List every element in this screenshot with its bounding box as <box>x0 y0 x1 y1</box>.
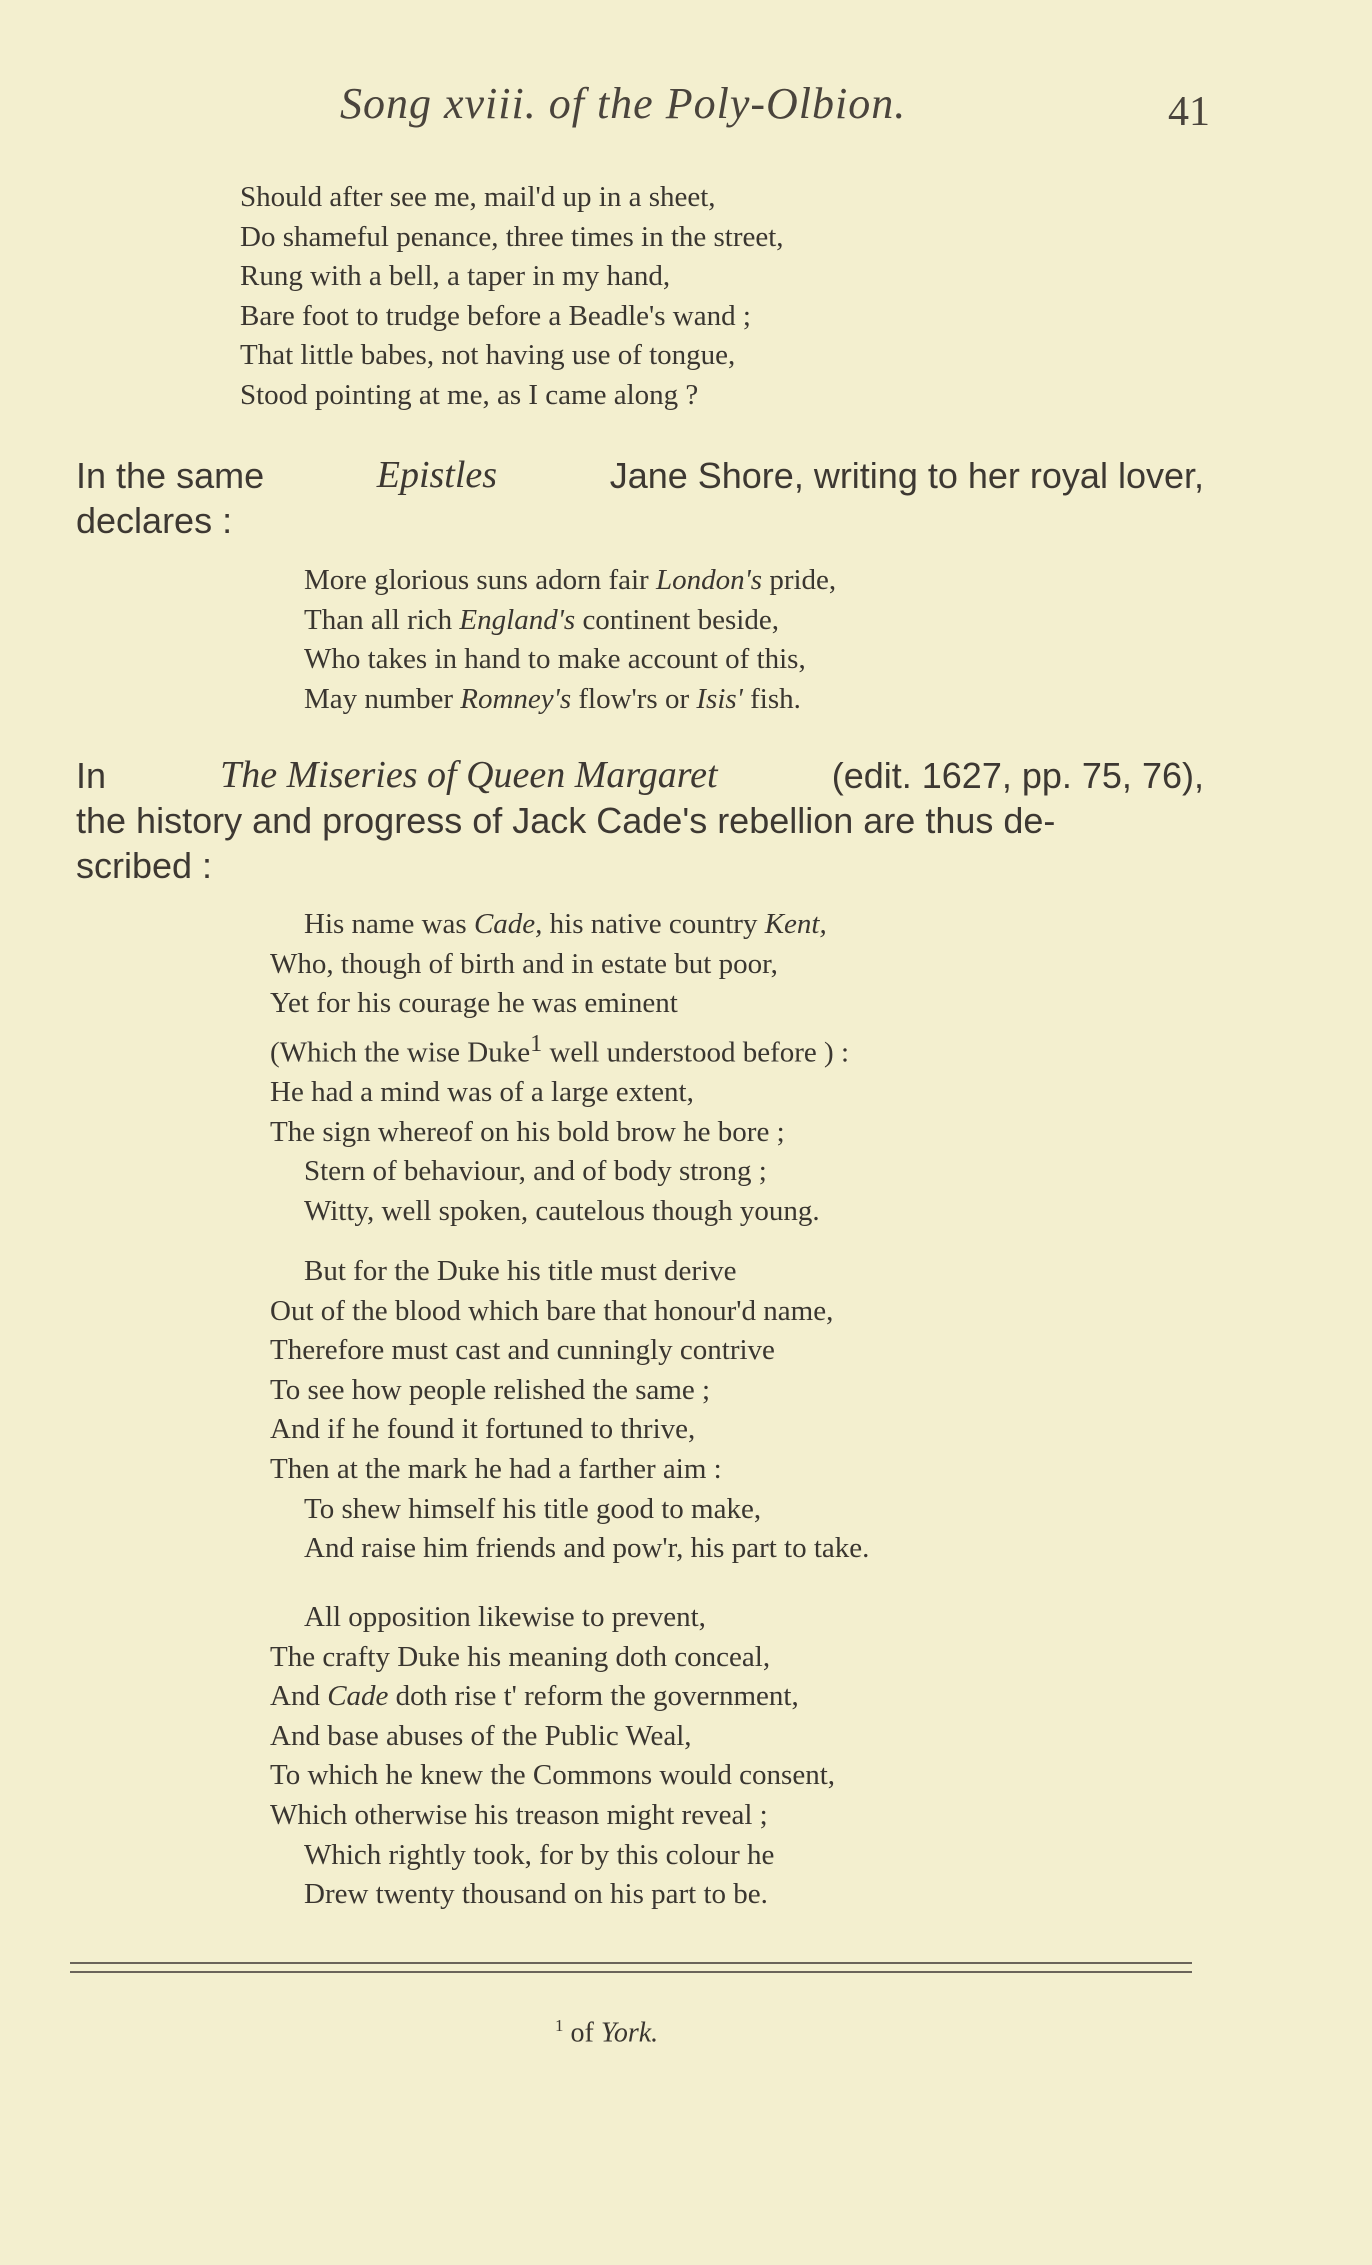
verse-line: Drew twenty thousand on his part to be. <box>304 1878 768 1911</box>
stanza-1 <box>270 905 849 1231</box>
text-run: In the same <box>76 455 265 496</box>
verse-line <box>304 561 836 601</box>
footnote-text: of <box>570 2017 594 2049</box>
text-run: well understood before ) : <box>549 1036 850 1069</box>
stanza-2 <box>270 1252 869 1569</box>
footnote-marker: 1 <box>555 2016 564 2035</box>
verse-line <box>270 1677 835 1717</box>
verse-line: Therefore must cast and cunningly contrive <box>270 1334 775 1367</box>
verse-line: But for the Duke his title must derive <box>304 1255 737 1287</box>
text-run: declares : <box>76 500 233 541</box>
page-number: 41 <box>1168 89 1210 135</box>
verse-line: Stood pointing at me, as I came along ? <box>240 378 699 411</box>
text-run: scribed : <box>76 845 213 886</box>
text-run: (edit. 1627, pp. 75, 76), <box>831 755 1204 796</box>
stanza-3 <box>270 1598 835 1915</box>
text-run: fish. <box>750 682 801 715</box>
text-run: His name was <box>304 908 467 940</box>
paragraph-line <box>76 453 1204 498</box>
verse-line: And if he found it fortuned to thrive, <box>270 1413 696 1446</box>
verse-line: All opposition likewise to prevent, <box>304 1601 706 1633</box>
footnote-marker: 1 <box>530 1029 543 1057</box>
italic-place: Romney's <box>460 682 572 715</box>
paragraph-line <box>76 753 1204 798</box>
text-run: flow'rs or <box>578 682 690 715</box>
paragraph-epistles <box>76 453 1204 543</box>
footnote-rule-top <box>70 1962 1192 1964</box>
verse-line: Then at the mark he had a farther aim : <box>270 1452 722 1485</box>
verse-line: Out of the blood which bare that honour'd name, <box>270 1294 834 1327</box>
paragraph-line <box>76 843 1204 888</box>
text-run: In <box>76 755 107 796</box>
text-run: (Which the wise Duke <box>270 1036 531 1069</box>
verse-line: That little babes, not having use of tongue, <box>240 339 736 372</box>
text-run: And <box>270 1680 320 1713</box>
verse-line: To see how people relished the same ; <box>270 1373 711 1406</box>
italic-place: England's <box>459 603 576 636</box>
paragraph-line <box>76 498 1204 543</box>
footnote-rule-bottom <box>70 1971 1192 1973</box>
verse-line: Which rightly took, for by this colour he <box>304 1838 775 1871</box>
text-run: the history and progress of Jack Cade's rebellion are thus de- <box>76 800 1056 841</box>
verse-line: And base abuses of the Public Weal, <box>270 1719 692 1752</box>
verse-line: To which he knew the Commons would consent, <box>270 1759 836 1792</box>
text-run: More glorious suns adorn fair <box>304 564 649 596</box>
verse-line: Yet for his courage he was eminent <box>270 987 678 1020</box>
italic-place: Kent, <box>764 908 827 940</box>
text-run: Jane Shore, writing to her royal lover, <box>609 455 1204 496</box>
italic-place: London's <box>655 564 763 596</box>
verse-quotation-2 <box>304 561 836 719</box>
italic-name: Cade <box>327 1680 389 1713</box>
footnote-italic: York. <box>600 2017 659 2049</box>
text-run: May number <box>304 682 453 715</box>
italic-name: Cade, <box>473 908 543 940</box>
italic-title: Epistles <box>376 454 498 496</box>
verse-line: He had a mind was of a large extent, <box>270 1076 694 1109</box>
verse-quotation-1 <box>240 178 784 416</box>
verse-line: Do shameful penance, three times in the street, <box>240 220 784 253</box>
verse-line: To shew himself his title good to make, <box>304 1492 762 1525</box>
verse-line: Who, though of birth and in estate but poor, <box>270 947 778 980</box>
verse-line: Which otherwise his treason might reveal ; <box>270 1798 768 1831</box>
verse-line: The sign whereof on his bold brow he bore ; <box>270 1115 785 1148</box>
text-run: doth rise t' reform the government, <box>395 1680 799 1713</box>
verse-line: Bare foot to trudge before a Beadle's wand ; <box>240 299 751 332</box>
footnote <box>555 2016 658 2049</box>
italic-place: Isis' <box>696 682 743 715</box>
text-run: his native country <box>549 908 758 940</box>
running-head <box>0 78 1372 138</box>
paragraph-miseries <box>76 753 1204 888</box>
verse-line: And raise him friends and pow'r, his part to take. <box>304 1532 870 1565</box>
verse-line: Who takes in hand to make account of this, <box>304 643 806 676</box>
verse-line: Should after see me, mail'd up in a sheet, <box>240 181 716 213</box>
verse-line <box>304 680 836 720</box>
verse-line: Stern of behaviour, and of body strong ; <box>304 1155 767 1188</box>
verse-line: The crafty Duke his meaning doth conceal, <box>270 1640 771 1673</box>
verse-line <box>304 601 836 641</box>
running-head-title: Song xviii. of the Poly-Olbion. <box>340 79 907 128</box>
paragraph-line <box>76 798 1204 843</box>
text-run: Than all rich <box>304 603 453 636</box>
italic-title: The Miseries of Queen Margaret <box>220 754 718 796</box>
verse-line: Rung with a bell, a taper in my hand, <box>240 260 671 293</box>
verse-line <box>270 1024 849 1073</box>
verse-line <box>270 905 849 945</box>
text-run: pride, <box>769 564 837 596</box>
verse-line: Witty, well spoken, cautelous though young. <box>304 1194 820 1227</box>
text-run: continent beside, <box>582 603 779 636</box>
